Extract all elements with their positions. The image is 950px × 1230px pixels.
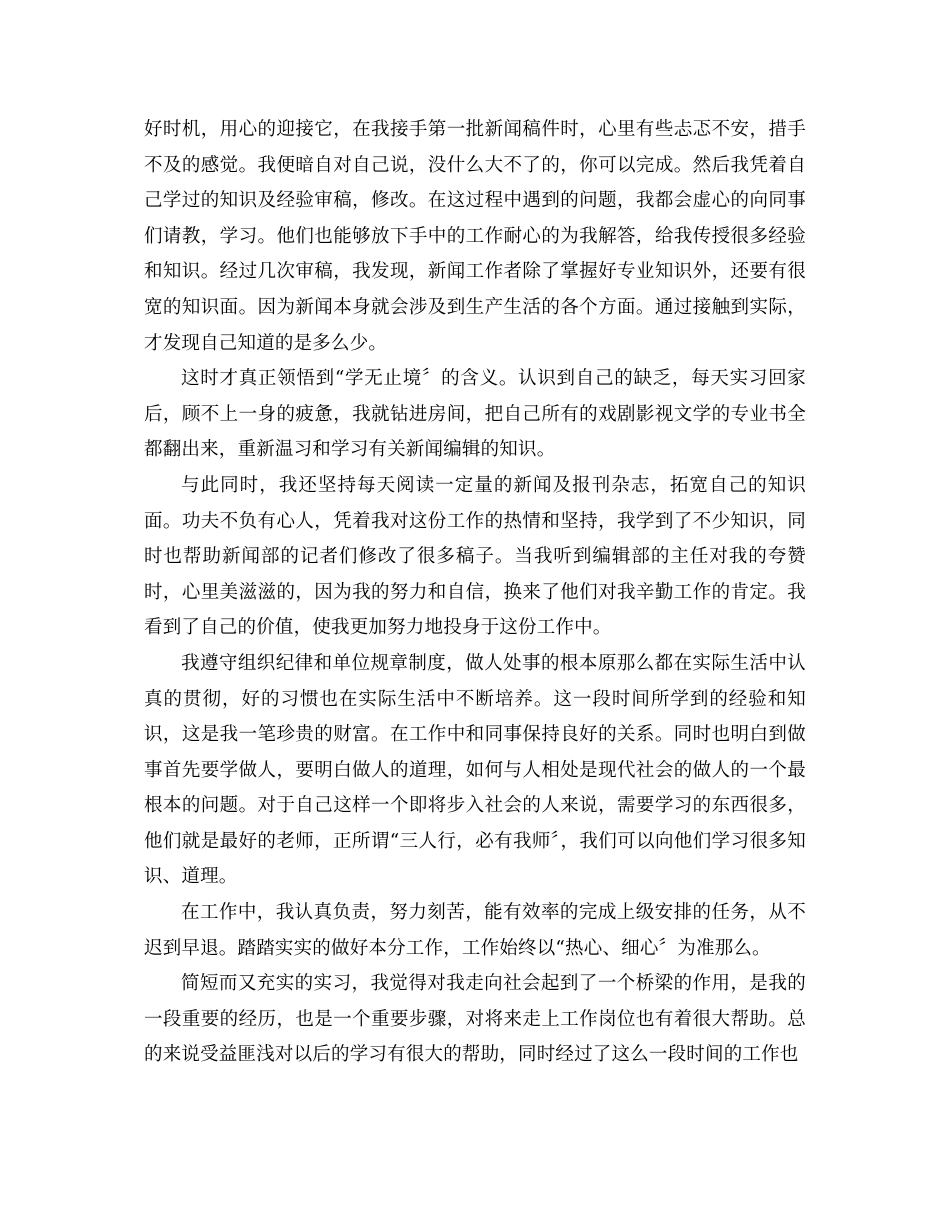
document-body [144,112,806,1073]
paragraph-continued: 好时机，用心的迎接它，在我接手第一批新闻稿件时，心里有些忐忑不安，措手不及的感觉。我便暗自对自己说，没什么大不了的，你可以完成。然后我凭着自己学过的知识及经验审稿，修改。在这过程中遇到的问题，我都会虚心的向同事们请教，学习。他们也能够放下手中的工作耐心的为我解答，给我传授很多经验和知识。经过几次审稿，我发现，新闻工作者除了掌握好专业知识外，还要有很宽的知识面。因为新闻本身就会涉及到生产生活的各个方面。通过接触到实际，才发现自己知道的是多么少。 [144,119,806,354]
paragraph: 我遵守组织纪律和单位规章制度，做人处事的根本原那么都在实际生活中认真的贯彻，好的习惯也在实际生活中不断培养。这一段时间所学到的经验和知识，这是我一笔珍贵的财富。在工作中和同事保持良好的关系。同时也明白到做事首先要学做人，要明白做人的道理，如何与人相处是现代社会的做人的一个最根本的问题。对于自己这样一个即将步入社会的人来说，需要学习的东西很多，他们就是最好的老师，正所谓“三人行，必有我师〞，我们可以向他们学习很多知识、道理。 [144,652,806,888]
paragraph: 与此同时，我还坚持每天阅读一定量的新闻及报刊杂志，拓宽自己的知识面。功夫不负有心人，凭着我对这份工作的热情和坚持，我学到了不少知识，同时也帮助新闻部的记者们修改了很多稿子。当我听到编辑部的主任对我的夸赞时，心里美滋滋的，因为我的努力和自信，换来了他们对我辛勤工作的肯定。我看到了自己的价值，使我更加努力地投身于这份工作中。 [144,474,806,639]
paragraph: 这时才真正领悟到“学无止境〞的含义。认识到自己的缺乏，每天实习回家后，顾不上一身的疲惫，我就钻进房间，把自己所有的戏剧影视文学的专业书全都翻出来，重新温习和学习有关新闻编辑的知识。 [144,368,806,461]
paragraph: 简短而又充实的实习，我觉得对我走向社会起到了一个桥梁的作用，是我的一段重要的经历，也是一个重要步骤，对将来走上工作岗位也有着很大帮助。总的来说受益匪浅对以后的学习有很大的帮助，同时经过了这么一段时间的工作也 [144,973,806,1066]
paragraph: 在工作中，我认真负责，努力刻苦，能有效率的完成上级安排的任务，从不迟到早退。踏踏实实的做好本分工作，工作始终以“热心、细心〞为准那么。 [144,902,806,959]
